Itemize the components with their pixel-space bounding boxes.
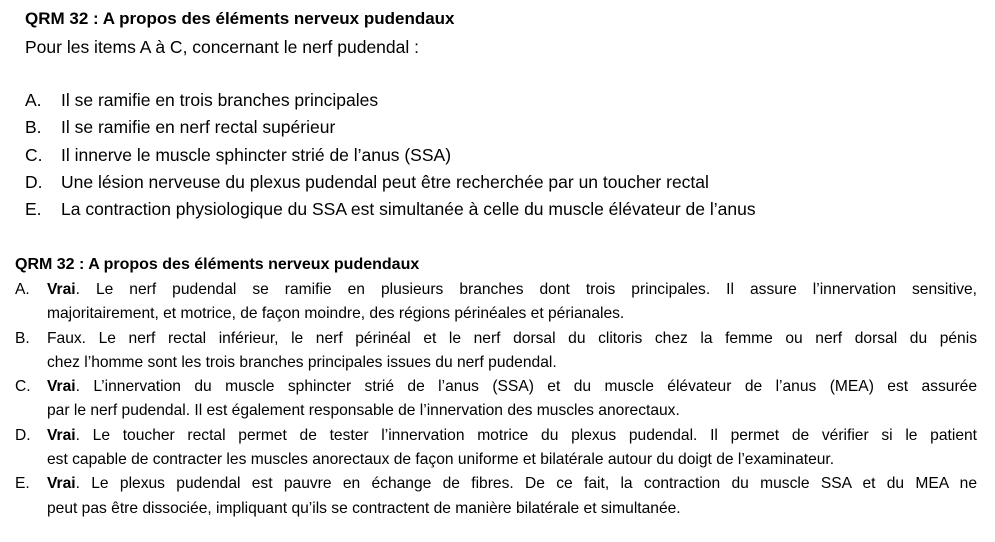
answer-line-1 <box>47 472 977 496</box>
answer-text: . Le nerf pudendal se ramifie en plusieurs branches dont trois principales. Il assure l’innervation sensitive, <box>75 281 977 298</box>
question-item-e <box>25 197 985 224</box>
question-item-letter: D. <box>25 171 43 192</box>
answer-line-2: chez l’homme sont les trois branches principales issues du nerf pudendal. <box>47 353 557 371</box>
answer-items-list <box>15 278 977 521</box>
answer-line-1 <box>47 278 977 302</box>
answer-item-body <box>47 375 977 424</box>
answer-verdict: Faux <box>47 329 82 347</box>
answer-item-letter: D. <box>15 426 31 444</box>
answer-item-c <box>15 375 977 424</box>
answer-verdict: Vrai <box>47 426 76 444</box>
answer-item-e <box>15 472 977 521</box>
answer-text: . Le nerf rectal inférieur, le nerf périnéal et le nerf dorsal du clitoris chez la femme ou nerf dorsal du pénis <box>81 329 977 347</box>
question-item-text: La contraction physiologique du SSA est simultanée à celle du muscle élévateur de l’anus <box>61 199 756 220</box>
answer-verdict: Vrai <box>47 281 76 298</box>
answer-item-letter: C. <box>15 378 31 396</box>
question-title: QRM 32 : A propos des éléments nerveux pudendaux <box>25 9 455 28</box>
answer-title: QRM 32 : A propos des éléments nerveux pudendaux <box>15 256 420 273</box>
answer-line-1 <box>47 375 977 399</box>
answer-line-2: par le nerf pudendal. Il est également responsable de l’innervation des muscles anorectaux. <box>47 402 680 420</box>
answer-item-body <box>47 278 977 327</box>
answer-text: . Le toucher rectal permet de tester l’innervation motrice du plexus pudendal. Il permet de vérifier si le patient <box>75 426 977 444</box>
question-item-a <box>25 88 985 115</box>
answer-item-b <box>15 327 977 376</box>
answer-line-2: est capable de contracter les muscles anorectaux de façon uniforme et bilatérale autour du doigt de l’examinateur. <box>47 451 835 469</box>
answer-text: . L’innervation du muscle sphincter strié de l’anus (SSA) et du muscle élévateur de l’anus (MEA) est assurée <box>75 378 977 396</box>
answer-item-body <box>47 472 977 521</box>
answer-item-a <box>15 278 977 327</box>
answer-verdict: Vrai <box>47 475 76 493</box>
answer-item-body <box>47 327 977 376</box>
answer-line-2: peut pas être dissociée, impliquant qu’ils se contractent de manière bilatérale et simultanée. <box>47 499 681 517</box>
question-item-b <box>25 115 985 142</box>
answer-item-letter: E. <box>15 475 30 493</box>
answer-line-2: majoritairement, et motrice, de façon moindre, des régions périnéales et périanales. <box>47 305 625 323</box>
question-item-letter: A. <box>25 90 42 110</box>
question-items-list <box>25 88 985 224</box>
question-item-letter: C. <box>25 144 43 165</box>
answer-item-d <box>15 424 977 473</box>
question-item-c <box>25 143 985 170</box>
answer-item-letter: B. <box>15 329 30 347</box>
question-item-text: Il se ramifie en trois branches principales <box>61 90 379 110</box>
question-item-text: Une lésion nerveuse du plexus pudendal peut être recherchée par un toucher rectal <box>61 171 709 192</box>
question-intro: Pour les items A à C, concernant le nerf pudendal : <box>25 37 419 57</box>
question-item-d <box>25 170 985 197</box>
answer-verdict: Vrai <box>47 378 76 396</box>
question-item-text: Il se ramifie en nerf rectal supérieur <box>61 117 336 138</box>
question-item-text: Il innerve le muscle sphincter strié de l’anus (SSA) <box>61 144 452 165</box>
answer-line-1 <box>47 424 977 448</box>
answer-line-1 <box>47 327 977 351</box>
question-item-letter: B. <box>25 117 42 138</box>
answer-item-letter: A. <box>15 281 30 298</box>
question-item-letter: E. <box>25 199 42 220</box>
answer-item-body <box>47 424 977 473</box>
answer-text: . Le plexus pudendal est pauvre en échange de fibres. De ce fait, la contraction du muscle SSA et du MEA ne <box>75 475 977 493</box>
